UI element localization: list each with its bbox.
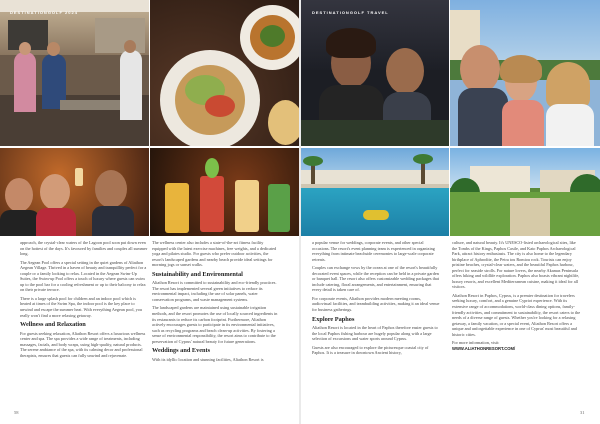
col4-paragraph-2: Aliathon Resort in Paphos, Cyprus, is a premier destination for travelers seeking luxury, comfort, and a genuine Cypriot experience. With its extensive range of accommodations, world-class dining options, family-friendly activities, and commitment to sustainability, the resort caters to the needs of a diverse range of guests. Whether you're looking for a relaxing getaway, a family vacation, or a special event, Aliathon Resort offers a unique and unforgettable experience in one of Cyprus' most beautiful and historic cities. [452,292,581,337]
resort-website-link[interactable]: WWW.ALIATHONRESORT.COM/ [452,345,516,351]
col4-paragraph-1: culture, and natural beauty. It's UNESCO-listed archaeological sites, like the Tombs of the Kings, Paphos Castle, and Kato Paphos Archaeological Park, attract history enthusiasts. The city is also home to the legendary birthplace of Aphrodite, the Petra tou Romiou rock. Tourists can enjoy pristine beaches, crystal-clear waters, and the beautiful Paphos harbour, perfect for seaside strolls. For nature lovers, the nearby Akamas Peninsula offers hiking and wildlife exploration. Paphos also boasts vibrant nightlife, luxury resorts, and excellent Mediterranean cuisine, making it ideal for all visitors. [452,240,580,290]
text-column-4 [452,240,582,354]
col4-paragraph-3: For more information, visit: [452,340,500,346]
photo-resort-gardens [450,148,600,236]
col1-paragraph-4: For guests seeking relaxation, Aliathon Resort offers a luxurious wellness center and spa. The spa provides a wide range of treatments, including massages, facials, and body wraps, using high-quality, natural products. The serene ambiance of the spa, with its calming decor and professional therapists, ensures that guests can fully unwind and rejuvenate. [20,330,146,358]
col2-paragraph-3: The landscaped gardens are maintained using sustainable irrigation methods, and the resort promotes the use of locally sourced ingredients in its restaurants to reduce its carbon footprint. Furthermore, Aliathon actively encourages guests to participate in its environmental initiatives, such as recycling programs and beach clean-up activities. By fostering a sense of environmental responsibility, the resort aims to contribute to the preservation of Cyprus' natural beauty for future generations. [152,305,278,344]
photo-family-selfie-resort [450,0,600,146]
col2-paragraph-1: The wellness center also includes a state-of-the-art fitness facility equipped with the latest exercise machines, free weights, and a dedicated yoga and pilates studio. For guests who prefer outdoor activities, the resort's landscaped gardens and nearby beach provide ideal settings for morning jogs or sunset walks. [152,240,277,268]
heading-explore-paphos: Explore Paphos [312,315,355,323]
col3-paragraph-1: a popular venue for weddings, corporate events, and other special occasions. The resort's event planning team is experienced in organizing everything from intimate beachside ceremonies to large-scale corporate retreats. [312,240,435,262]
heading-weddings: Weddings and Events [152,347,211,355]
col2-paragraph-2: Aliathon Resort is committed to sustainability and eco-friendly practices. The resort has implemented several green initiatives to reduce its environmental impact, including the use of solar panels, water conservation programs, and waste management systems. [152,280,277,302]
heading-wellness: Wellness and Relaxation [20,321,86,329]
col1-paragraph-2: The Aegean Pool offers a special setting in the quiet gardens of Aliathon Aegean Village. Thrived in a haven of beauty and tranquillity perfect for a couple or a family looking to relax. Located in the Aegean Swim-Up Suites, the Swim-up Pool offers a touch of luxury where guests can swim up to the pool bar for a cooling refreshment or up to their balcony to relax on their private terrace. [20,259,147,293]
page-number-left: 58 [14,410,19,415]
text-column-3 [312,240,440,359]
photo-resort-pool [301,148,449,236]
page-number-right: 31 [580,410,585,415]
col2-paragraph-4: With its idyllic location and stunning facilities, Aliathon Resort is [152,356,264,362]
photo-couple-selfie-evening [301,0,449,146]
header-label-right: DESTINATIONGOLF TRAVEL [312,10,389,15]
col3-paragraph-5: Guests are also encouraged to explore the picturesque coastal city of Paphos. It is a treasure in downtown Ancient history, [312,344,429,356]
col1-paragraph-3: There is a large splash pool for children and an indoor pool which is heated at times of the Swim Spa, the indoor pool is the key place to unwind and escape the summer heat. With everything Aegean pool, you really won't find a more relaxing getaway. [20,295,143,318]
col3-paragraph-3: For corporate events, Aliathon provides modern meeting rooms, audiovisual facilities, and teambuilding activities, making it an ideal venue for business gatherings. [312,295,440,313]
photo-cocktails [150,148,299,236]
col3-paragraph-4: Aliathon Resort is located in the heart of Paphos therefore easier guests to the local Paphos fishing harbour are hugely popular along with a large selection of excursions and water sports around Cyprus. [312,325,438,342]
header-label-left: DESTINATIONGOLF 2024 [10,10,78,15]
col3-paragraph-2: Couples can exchange vows by the ocean at one of the resort's beautifully decorated event spaces, while the reception can be held in a private garden or banquet hall. The resort also offers customizable wedding packages that include catering, floral arrangements, and entertainment, ensuring that every detail is taken care of. [312,265,439,293]
heading-sustainability: Sustainability and Environmental [152,270,243,278]
photo-women-toasting [0,148,149,236]
photo-plated-dishes [150,0,299,146]
photo-restaurant-family [0,0,149,146]
text-column-2 [152,240,280,365]
col1-paragraph-1: approach, the crystal-clear waters of the Lagoon pool soon put down even on the hottest of the days. It's favoured by families and couples all summer long. [20,240,148,257]
text-column-1 [20,240,148,361]
page-fold [299,0,301,424]
